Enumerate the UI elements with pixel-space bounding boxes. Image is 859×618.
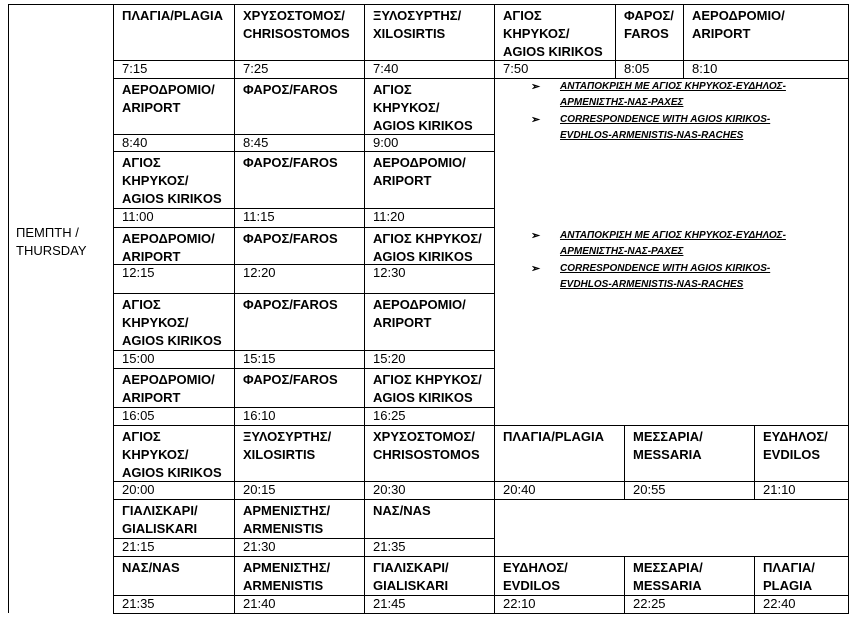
correspondence-note: EVDHLOS-ARMENISTIS-NAS-RACHES [560,279,744,290]
stop-name-line: ARIPORT [122,249,181,264]
departure-time: 21:35 [122,596,155,611]
column-divider [364,368,365,426]
correspondence-note: EVDHLOS-ARMENISTIS-NAS-RACHES [560,130,744,141]
stop-name-line: ΑΕΡΟΔΡΟΜΙΟ/ [122,231,215,246]
stop-name-line: ARMENISTIS [243,521,324,536]
departure-time: 7:15 [122,61,148,76]
stop-name-line: ARIPORT [373,315,432,330]
correspondence-note: ΑΡΜΕΝΙΣΤΗΣ-ΝΑΣ-ΡΑΧΕΣ [560,246,684,257]
stop-name-line: AGIOS KIRIKOS [503,44,603,59]
stop-name-line: ΚΗΡΥΚΟΣ/ [122,447,189,462]
stop-name-line: ΓΙΑΛΙΣΚΑΡΙ/ [373,560,449,575]
row-separator-line [113,425,495,426]
column-divider [364,499,365,557]
column-divider [624,425,625,500]
departure-time: 11:15 [243,209,275,224]
departure-time: 16:05 [122,408,155,423]
column-divider [234,293,235,369]
row-separator-line [113,368,495,369]
stop-name-line: ΕΥΔΗΛΟΣ/ [763,429,828,444]
stop-name-line: ΚΗΡΥΚΟΣ/ [503,26,570,41]
column-divider [364,425,365,500]
column-divider [494,4,495,79]
row-separator-line [113,293,495,294]
stop-name-line: ΠΛΑΓΙΑ/ [763,560,815,575]
departure-time: 7:40 [373,61,399,76]
stop-name-line: ARIPORT [373,173,432,188]
row-separator-line [494,556,849,557]
column-divider [848,556,849,614]
stop-name-line: EVDILOS [763,447,821,462]
column-divider [494,499,495,557]
stop-name-line: ΑΡΜΕΝΙΣΤΗΣ/ [243,560,331,575]
departure-time: 22:25 [633,596,666,611]
correspondence-note: ΑΡΜΕΝΙΣΤΗΣ-ΝΑΣ-ΡΑΧΕΣ [560,97,684,108]
departure-time: 12:30 [373,265,406,280]
column-divider [494,293,495,369]
column-divider [848,425,849,500]
departure-time: 12:20 [243,265,276,280]
stop-name-line: ΦΑΡΟΣ/FAROS [243,231,338,246]
row-separator-line [113,613,849,614]
time-separator-line [113,60,849,61]
row-separator-line [494,78,849,79]
column-divider [364,227,365,294]
departure-time: 8:05 [624,61,650,76]
departure-time: 21:30 [243,539,276,554]
departure-time: 21:35 [373,539,406,554]
stop-name-line: GIALISKARI [373,578,449,593]
stop-name-line: MESSARIA [633,447,702,462]
time-separator-line [113,481,849,482]
stop-name-line: ΑΕΡΟΔΡΟΜΙΟ/ [692,8,785,23]
stop-name-line: ΦΑΡΟΣ/FAROS [243,372,338,387]
correspondence-note: CORRESPONDENCE WITH AGIOS KIRIKOS- [560,263,771,274]
stop-name-line: ΚΗΡΥΚΟΣ/ [122,315,189,330]
column-divider [494,556,495,614]
departure-time: 11:00 [122,209,154,224]
day-column-divider [113,4,114,613]
bullet-arrow-icon: ➢ [531,81,541,93]
stop-name-line: ΑΓΙΟΣ ΚΗΡΥΚΟΣ/ [373,231,482,246]
column-divider [234,78,235,152]
stop-name-line: AGIOS KIRIKOS [122,191,222,206]
departure-time: 15:15 [243,351,276,366]
row-separator-line [113,151,495,152]
departure-time: 8:45 [243,135,269,150]
column-divider [615,4,616,79]
stop-name-line: ΜΕΣΣΑΡΙΑ/ [633,429,703,444]
bullet-arrow-icon: ➢ [531,263,541,275]
column-divider [494,368,495,426]
day-label [16,224,87,260]
column-divider [364,293,365,369]
departure-time: 9:00 [373,135,399,150]
column-divider [364,556,365,614]
departure-time: 20:30 [373,482,406,497]
departure-time: 16:10 [243,408,276,423]
day-label-english: THURSDAY [16,243,87,258]
column-divider [494,227,495,294]
stop-name-line: AGIOS KIRIKOS [122,465,222,480]
stop-name-line: XILOSIRTIS [243,447,316,462]
column-divider [624,556,625,614]
departure-time: 21:15 [122,539,155,554]
stop-name-line: ΑΓΙΟΣ [122,155,161,170]
stop-name-line: CHRISOSTOMOS [373,447,480,462]
departure-time: 20:15 [243,482,276,497]
row-separator-line [113,556,495,557]
departure-time: 11:20 [373,209,405,224]
time-separator-line [113,208,495,209]
departure-time: 15:20 [373,351,406,366]
time-separator-line [113,407,495,408]
column-divider [234,151,235,228]
stop-name-line: ΑΓΙΟΣ [373,82,412,97]
bullet-arrow-icon: ➢ [531,114,541,126]
stop-name-line: ΝΑΣ/NAS [373,503,431,518]
stop-name-line: ΑΕΡΟΔΡΟΜΙΟ/ [122,82,215,97]
column-divider [364,4,365,79]
column-divider [234,556,235,614]
departure-time: 8:10 [692,61,718,76]
departure-time: 22:40 [763,596,796,611]
column-divider [234,499,235,557]
column-divider [848,4,849,79]
stop-name-line: ARIPORT [122,390,181,405]
table-top-border [8,4,849,5]
column-divider [364,78,365,152]
stop-name-line: ΚΗΡΥΚΟΣ/ [373,100,440,115]
departure-time: 8:40 [122,135,148,150]
table-right-border [848,4,849,613]
stop-name-line: ΦΑΡΟΣ/FAROS [243,155,338,170]
stop-name-line: AGIOS KIRIKOS [373,390,473,405]
stop-name-line: ΝΑΣ/NAS [122,560,180,575]
stop-name-line: ΑΕΡΟΔΡΟΜΙΟ/ [373,155,466,170]
time-separator-line [113,595,849,596]
stop-name-line: GIALISKARI [122,521,198,536]
correspondence-note: CORRESPONDENCE WITH AGIOS KIRIKOS- [560,114,771,125]
departure-time: 22:10 [503,596,536,611]
departure-time: 12:15 [122,265,155,280]
stop-name-line: ΦΑΡΟΣ/FAROS [243,82,338,97]
column-divider [234,227,235,294]
departure-time: 21:45 [373,596,406,611]
time-separator-line [113,350,495,351]
column-divider [364,151,365,228]
stop-name-line: ΞΥΛΟΣΥΡΤΗΣ/ [373,8,462,23]
time-separator-line [113,538,495,539]
stop-name-line: ARMENISTIS [243,578,324,593]
row-separator-line [494,425,849,426]
bullet-arrow-icon: ➢ [531,230,541,242]
departure-time: 7:25 [243,61,269,76]
stop-name-line: ΠΛΑΓΙΑ/PLAGIA [122,8,223,23]
departure-time: 20:00 [122,482,155,497]
correspondence-note: ΑΝΤΑΠΟΚΡΙΣΗ ΜΕ ΑΓΙΟΣ ΚΗΡΥΚΟΣ-ΕΥΔΗΛΟΣ- [560,230,786,241]
row-separator-line [113,499,849,500]
stop-name-line: ΦΑΡΟΣ/ [624,8,674,23]
stop-name-line: ΑΕΡΟΔΡΟΜΙΟ/ [122,372,215,387]
correspondence-note: ΑΝΤΑΠΟΚΡΙΣΗ ΜΕ ΑΓΙΟΣ ΚΗΡΥΚΟΣ-ΕΥΔΗΛΟΣ- [560,81,786,92]
stop-name-line: AGIOS KIRIKOS [373,249,473,264]
stop-name-line: CHRISOSTOMOS [243,26,350,41]
stop-name-line: ΜΕΣΣΑΡΙΑ/ [633,560,703,575]
table-left-border [8,4,9,613]
stop-name-line: ΑΓΙΟΣ ΚΗΡΥΚΟΣ/ [373,372,482,387]
stop-name-line: ARIPORT [692,26,751,41]
column-divider [494,151,495,228]
column-divider [754,556,755,614]
stop-name-line: EVDILOS [503,578,561,593]
departure-time: 7:50 [503,61,529,76]
stop-name-line: ΕΥΔΗΛΟΣ/ [503,560,568,575]
column-divider [494,425,495,500]
stop-name-line: PLAGIA [763,578,813,593]
departure-time: 20:40 [503,482,536,497]
column-divider [234,425,235,500]
stop-name-line: AGIOS KIRIKOS [373,118,473,133]
column-divider [234,4,235,79]
stop-name-line: ΚΗΡΥΚΟΣ/ [122,173,189,188]
day-label-greek: ΠΕΜΠΤΗ / [16,225,79,240]
stop-name-line: ΑΓΙΟΣ [503,8,542,23]
column-divider [683,4,684,79]
column-divider [234,368,235,426]
departure-time: 21:40 [243,596,276,611]
stop-name-line: ΞΥΛΟΣΥΡΤΗΣ/ [243,429,332,444]
stop-name-line: ΧΡΥΣΟΣΤΟΜΟΣ/ [243,8,345,23]
stop-name-line: ΓΙΑΛΙΣΚΑΡΙ/ [122,503,198,518]
departure-time: 21:10 [763,482,796,497]
stop-name-line: FAROS [624,26,669,41]
stop-name-line: ΑΡΜΕΝΙΣΤΗΣ/ [243,503,331,518]
column-divider [754,425,755,500]
row-separator-line [113,227,495,228]
stop-name-line: MESSARIA [633,578,702,593]
departure-time: 20:55 [633,482,666,497]
stop-name-line: XILOSIRTIS [373,26,446,41]
stop-name-line: ΦΑΡΟΣ/FAROS [243,297,338,312]
departure-time: 16:25 [373,408,406,423]
stop-name-line: ΠΛΑΓΙΑ/PLAGIA [503,429,604,444]
stop-name-line: ΧΡΥΣΟΣΤΟΜΟΣ/ [373,429,475,444]
column-divider [494,78,495,152]
stop-name-line: ARIPORT [122,100,181,115]
stop-name-line: AGIOS KIRIKOS [122,333,222,348]
stop-name-line: ΑΓΙΟΣ [122,297,161,312]
departure-time: 15:00 [122,351,155,366]
stop-name-line: ΑΕΡΟΔΡΟΜΙΟ/ [373,297,466,312]
stop-name-line: ΑΓΙΟΣ [122,429,161,444]
